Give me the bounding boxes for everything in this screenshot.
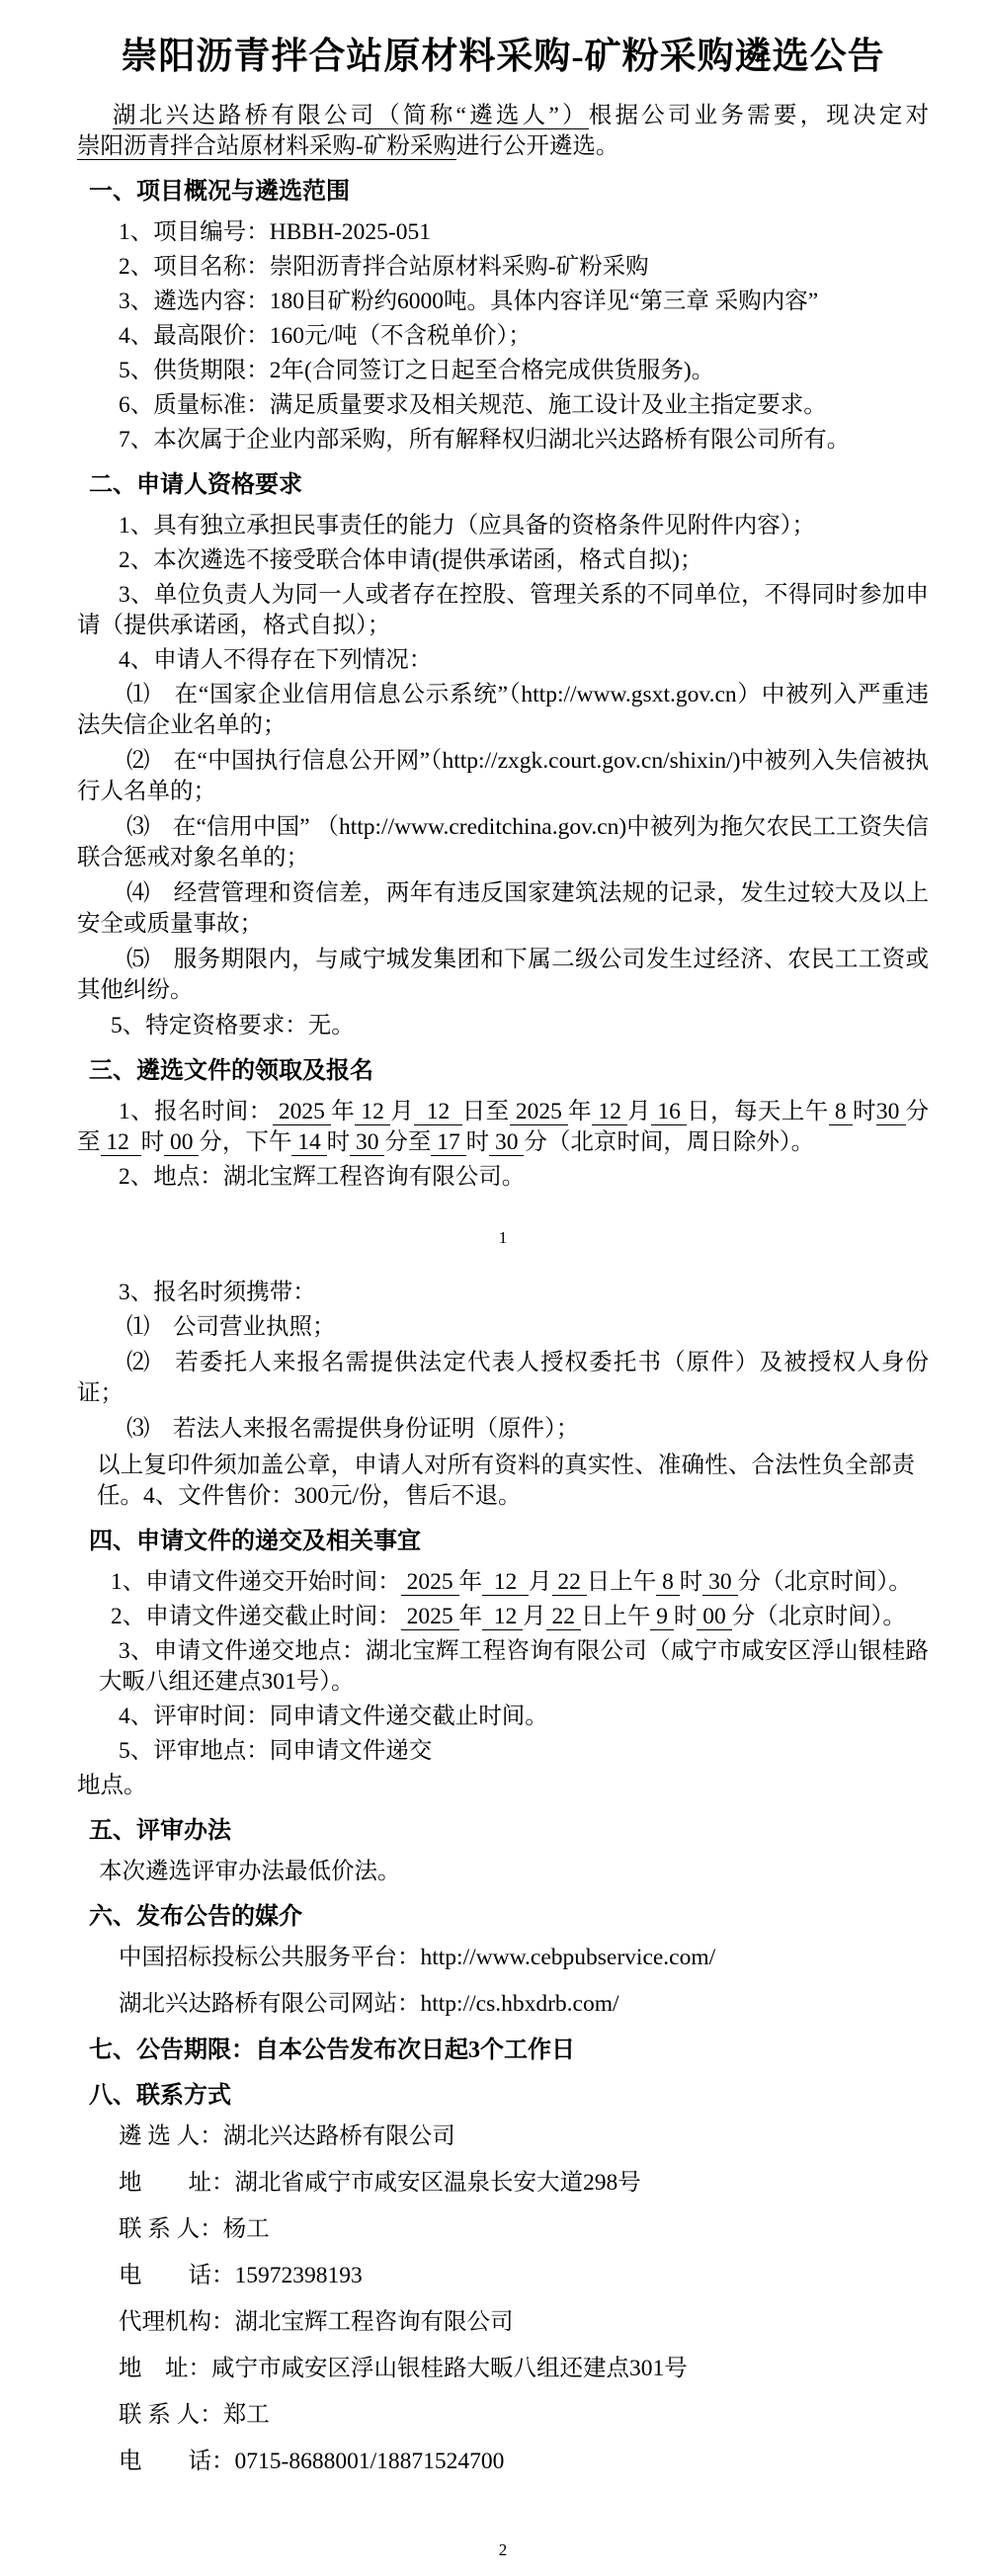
fill-in-blank-value: 16 <box>651 1099 688 1124</box>
text-segment: 年 <box>331 1099 356 1124</box>
fill-in-blank-value: 12 <box>100 1129 141 1155</box>
fill-in-blank-value: 2025 <box>400 1569 459 1595</box>
text-segment: 分（北京时间）。 <box>737 1569 912 1595</box>
fill-in-blank-value: 12 <box>482 1569 529 1595</box>
section4-item-2 <box>77 1602 929 1632</box>
contact-agency-phone: 电 话：0715-8688001/18871524700 <box>119 2449 505 2474</box>
text-segment: 分至 <box>77 1099 930 1155</box>
text-segment: 时 <box>326 1129 351 1155</box>
section3-subitem-2: ⑵ 若委托人来报名需提供法定代表人授权委托书（原件）及被授权人身份证； <box>77 1350 929 1406</box>
section7-heading <box>89 2036 929 2066</box>
fill-in-blank-value: 30 <box>489 1129 525 1155</box>
text-segment: 月 <box>390 1099 415 1124</box>
section2-item-1: 1、具有独立承担民事责任的能力（应具备的资格条件见附件内容）； <box>119 513 815 539</box>
text-segment: 进行公开遴选。 <box>455 133 619 159</box>
section6-heading: 六、发布公告的媒介 <box>89 1904 302 1930</box>
text-segment: 日上午 <box>580 1604 651 1629</box>
text-segment: 时 <box>140 1129 165 1155</box>
section3-heading: 三、遴选文件的领取及报名 <box>89 1058 373 1084</box>
section2-subitem-1: ⑴ 在“国家企业信用信息公示系统”（http://www.gsxt.gov.cn）中被列入严重违法失信企业名单的； <box>77 682 929 738</box>
section3-subitem-3: ⑶ 若法人来报名需提供身份证明（原件）； <box>126 1416 580 1442</box>
fill-in-blank-value: 30 <box>702 1569 738 1595</box>
text-segment: 年 <box>568 1099 593 1124</box>
section2-subitem-2: ⑵ 在“中国执行信息公开网”（http://zxgk.court.gov.cn/shixin/)中被列入失信被执行人名单的； <box>77 748 929 804</box>
text-segment: 分至 <box>384 1129 432 1155</box>
fill-in-blank-value: 12 <box>482 1604 524 1629</box>
section2-item-3: 3、单位负责人为同一人或者存在控股、管理关系的不同单位，不得同时参加申请（提供承诺函，格式自拟）； <box>77 582 929 638</box>
section1-item-3: 3、遴选内容：180目矿粉约6000吨。具体内容详见“第三章 采购内容” <box>119 289 819 314</box>
fill-in-blank-value: 30 <box>350 1129 385 1155</box>
fill-in-blank-value: 2025 <box>272 1099 332 1124</box>
section2-subitem-5: ⑸ 服务期限内，与咸宁城发集团和下属二级公司发生过经济、农民工工资或其他纠纷。 <box>77 947 929 1003</box>
text-segment: 日上午 <box>586 1569 657 1595</box>
fill-in-blank-value: 22 <box>545 1604 581 1629</box>
section5-heading: 五、评审办法 <box>89 1818 231 1844</box>
contact-agency: 代理机构：湖北宝辉工程咨询有限公司 <box>119 2309 514 2335</box>
section2-item-5: 5、特定资格要求：无。 <box>111 1013 355 1039</box>
text-segment: 年 <box>458 1569 482 1595</box>
page-number-1: 1 <box>498 1228 508 1247</box>
intro-paragraph <box>77 101 929 162</box>
text-segment: 时 <box>465 1129 490 1155</box>
page-number-2: 2 <box>498 2540 508 2559</box>
text-segment: 1、申请文件递交开始时间： <box>111 1569 401 1595</box>
contact-selector-address: 地 址：湖北省咸宁市咸安区温泉长安大道298号 <box>119 2170 641 2196</box>
fill-in-blank-value: 8 <box>828 1099 853 1124</box>
section3-subitem-1: ⑴ 公司营业执照； <box>126 1314 336 1340</box>
fill-in-blank-value: 崇阳沥青拌合站原材料采购-矿粉采购 <box>77 133 456 159</box>
fill-in-blank-value: 12 <box>592 1099 628 1124</box>
section2-item-4: 4、申请人不得存在下列情况： <box>119 647 433 673</box>
text-segment: 分，下午 <box>199 1129 292 1155</box>
section6-media-2: 湖北兴达路桥有限公司网站：http://cs.hbxdrb.com/ <box>119 1991 619 2017</box>
section1-item-2: 2、项目名称：崇阳沥青拌合站原材料采购-矿粉采购 <box>119 254 649 280</box>
text-segment: 月 <box>523 1604 546 1629</box>
section4-item-5-continuation: 地点。 <box>77 1773 147 1798</box>
section4-item-3: 3、申请文件递交地点：湖北宝辉工程咨询有限公司（咸宁市咸安区浮山银桂路大畈八组还建点301号）。 <box>99 1638 929 1695</box>
fill-in-blank-value: 湖北兴达路桥有限公司（简称“遴选人”） <box>113 103 589 128</box>
section1-heading: 一、项目概况与遴选范围 <box>89 179 350 205</box>
fill-in-blank-value: 00 <box>164 1129 200 1155</box>
section8-heading: 八、联系方式 <box>89 2083 231 2109</box>
text-segment: 分（北京时间，周日除外）。 <box>524 1129 815 1155</box>
contact-selector-person: 联 系 人：杨工 <box>119 2216 270 2242</box>
fill-in-blank-value: 12 <box>414 1099 462 1124</box>
text-segment: 月 <box>529 1569 552 1595</box>
text-segment: 月 <box>627 1099 652 1124</box>
text-segment: 时 <box>679 1569 703 1595</box>
section4-item-1 <box>77 1567 929 1598</box>
fill-in-blank-value: 14 <box>291 1129 327 1155</box>
section2-subitem-3: ⑶ 在“信用中国” （http://www.creditchina.gov.cn)中被列为拖欠农民工工资失信联合惩戒对象名单的； <box>77 814 929 871</box>
text-segment: 根据公司业务需要，现决定对 <box>588 103 929 128</box>
text-segment: 自本公告发布次日起3个工作日 <box>255 2037 575 2063</box>
section4-item-4: 4、评审时间：同申请文件递交截止时间。 <box>119 1703 548 1729</box>
fill-in-blank-value: 2025 <box>509 1099 569 1124</box>
contact-agency-address: 地 址：咸宁市咸安区浮山银桂路大畈八组还建点301号 <box>119 2356 688 2381</box>
text-segment: 分（北京时间）。 <box>731 1604 906 1629</box>
section3-item-3: 3、报名时须携带： <box>119 1280 316 1305</box>
fill-in-blank-value: 17 <box>431 1129 466 1155</box>
section1-item-6: 6、质量标准：满足质量要求及相关规范、施工设计及业主指定要求。 <box>119 392 827 418</box>
fill-in-blank-value: 12 <box>355 1099 391 1124</box>
section1-item-4: 4、最高限价：160元/吨（不含税单价）； <box>119 323 532 349</box>
section5-body: 本次遴选评审办法最低价法。 <box>99 1859 401 1884</box>
section2-heading: 二、申请人资格要求 <box>89 472 302 498</box>
text-segment: 1、报名时间： <box>119 1099 273 1124</box>
section4-heading: 四、申请文件的递交及相关事宜 <box>89 1529 421 1554</box>
fill-in-blank-value: 9 <box>650 1604 674 1629</box>
section1-item-5: 5、供货期限：2年(合同签订之日起至合格完成供货服务)。 <box>119 358 715 383</box>
text-segment: 日至 <box>461 1099 510 1124</box>
section4-item-5: 5、评审地点：同申请文件递交 <box>119 1738 433 1764</box>
text-segment: 七、公告期限： <box>89 2037 255 2063</box>
section3-item-2: 2、地点：湖北宝辉工程咨询有限公司。 <box>119 1164 526 1190</box>
contact-selector: 遴 选 人：湖北兴达路桥有限公司 <box>119 2123 455 2149</box>
contact-agency-person: 联 系 人：郑工 <box>119 2402 270 2428</box>
section1-item-1: 1、项目编号：HBBH-2025-051 <box>119 219 431 245</box>
section2-subitem-4: ⑷ 经营管理和资信差，两年有违反国家建筑法规的记录，发生过较大及以上安全或质量事故； <box>77 880 929 937</box>
text-segment: 2、申请文件递交截止时间： <box>111 1604 401 1629</box>
section3-item-1 <box>77 1097 929 1158</box>
section3-note: 以上复印件须加盖公章，申请人对所有资料的真实性、准确性、合法性负全部责任。4、文件售价：300元/份，售后不退。 <box>97 1453 915 1509</box>
fill-in-blank-value: 22 <box>551 1569 587 1595</box>
fill-in-blank-value: 8 <box>656 1569 680 1595</box>
section6-media-1: 中国招标投标公共服务平台：http://www.cebpubservice.com/ <box>119 1945 716 1970</box>
section2-item-2: 2、本次遴选不接受联合体申请(提供承诺函，格式自拟)； <box>119 547 703 573</box>
contact-selector-phone: 电 话：15972398193 <box>119 2263 363 2288</box>
fill-in-blank-value: 30 <box>875 1099 906 1124</box>
fill-in-blank-value: 00 <box>697 1604 732 1629</box>
fill-in-blank-value: 2025 <box>400 1604 459 1629</box>
document-title: 崇阳沥青拌合站原材料采购-矿粉采购遴选公告 <box>121 37 885 77</box>
text-segment: 年 <box>458 1604 482 1629</box>
section1-item-7: 7、本次属于企业内部采购，所有解释权归湖北兴达路桥有限公司所有。 <box>119 427 851 453</box>
text-segment: 日，每天上午 <box>687 1099 829 1124</box>
text-segment: 时 <box>673 1604 698 1629</box>
text-segment: 时 <box>852 1099 876 1124</box>
